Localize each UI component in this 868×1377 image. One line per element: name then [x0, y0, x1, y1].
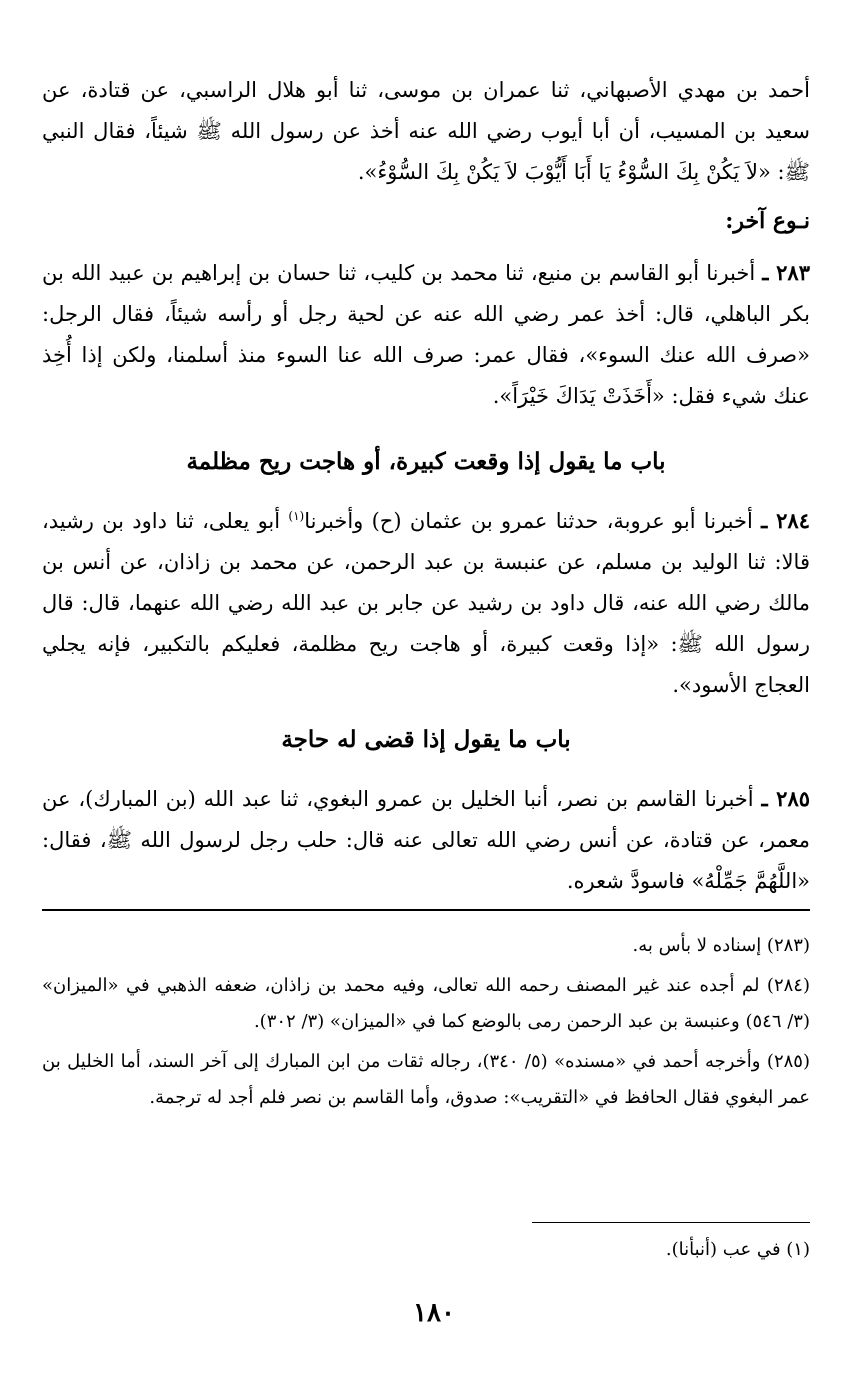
hadith-number-285: ٢٨٥ ـ [761, 786, 811, 811]
chapter-heading-storm: باب ما يقول إذا وقعت كبيرة، أو هاجت ريح مظلمة [186, 448, 666, 475]
hadith-text-284b: أبو يعلى، ثنا داود بن رشيد، قالا: ثنا الوليد بن مسلم، عن عنبسة بن عبد الرحمن، عن محمد بن زاذان، عن أنس بن مالك رضي الله عنه، قال داود بن رشيد عن جابر بن عبد الله رضي الله عنهما، قال: قال رسول الله ﷺ: «إذا وقعت كبيرة، أو هاجت ريح مظلمة، فعليكم بالتكبير، فإنه يجلي العجاج الأسود». [42, 509, 810, 697]
main-text-284 [42, 500, 810, 706]
chapter-heading-need: باب ما يقول إذا قضى له حاجة [281, 726, 571, 753]
page-number: ١٨٠ [413, 1298, 455, 1328]
margin-note-1: (١) في عب (أنبأنا). [665, 1239, 810, 1260]
margin-notes [42, 1232, 810, 1272]
subheading-another-type: نـوع آخر: [725, 208, 810, 234]
paragraph-284 [42, 500, 810, 706]
paragraph-285 [42, 778, 810, 902]
main-text [42, 70, 810, 417]
paragraph-283 [42, 252, 810, 417]
footnote-divider [42, 909, 810, 911]
hadith-number-284: ٢٨٤ ـ [761, 508, 810, 533]
hadith-number-283: ٢٨٣ ـ [762, 260, 810, 285]
margin-note-divider [532, 1222, 810, 1223]
hadith-text-285: أخبرنا القاسم بن نصر، أنبا الخليل بن عمرو البغوي، ثنا عبد الله (بن المبارك)، عن معمر، عن قتادة، عن أنس رضي الله تعالى عنه قال: حلب رجل لرسول الله ﷺ، فقال: «اللَّهُمَّ جَمِّلْهُ» فاسودَّ شعره. [42, 787, 810, 893]
footnote-283: (٢٨٣) إسناده لا بأس به. [632, 935, 810, 956]
hadith-text-284a: أخبرنا أبو عروبة، حدثنا عمرو بن عثمان (ح) وأخبرنا [304, 509, 762, 533]
footnotes [42, 928, 810, 1120]
main-text-285 [42, 778, 810, 902]
footnote-marker-1: (١) [288, 509, 305, 523]
hadith-text-283: أخبرنا أبو القاسم بن منيع، ثنا محمد بن كليب، ثنا حسان بن إبراهيم بن عبيد الله بن بكر الباهلي، قال: أخذ عمر رضي الله عنه عن لحية رجل أو رأسه شيئاً، فقال الرجل: «صرف الله عنك السوء»، فقال عمر: صرف الله عنا السوء منذ أسلمنا، ولكن إذا أُخِذ عنك شيء فقل: «أَخَذَتْ يَدَاكَ خَيْرَاً». [42, 261, 810, 408]
paragraph-continuation: أحمد بن مهدي الأصبهاني، ثنا عمران بن موسى، ثنا أبو هلال الراسبي، عن قتادة، عن سعيد بن المسيب، أن أبا أيوب رضي الله عنه أخذ عن رسول الله ﷺ شيئاً، فقال النبي ﷺ: «لاَ يَكُنْ بِكَ السُّوْءُ يَا أَبَا أَيُّوْبَ لاَ يَكُنْ بِكَ السُّوْءُ». [42, 78, 810, 184]
footnote-284: (٢٨٤) لم أجده عند غير المصنف رحمه الله تعالى، وفيه محمد بن زاذان، ضعفه الذهبي في «الميزان» (٣/ ٥٤٦) وعنبسة بن عبد الرحمن رمى بالوضع كما في «الميزان» (٣/ ٣٠٢). [42, 975, 810, 1032]
footnote-285: (٢٨٥) وأخرجه أحمد في «مسنده» (٥/ ٣٤٠)، رجاله ثقات من ابن المبارك إلى آخر السند، أما الخليل بن عمر البغوي فقال الحافظ في «التقريب»: صدوق، وأما القاسم بن نصر فلم أجد له ترجمة. [42, 1051, 810, 1108]
